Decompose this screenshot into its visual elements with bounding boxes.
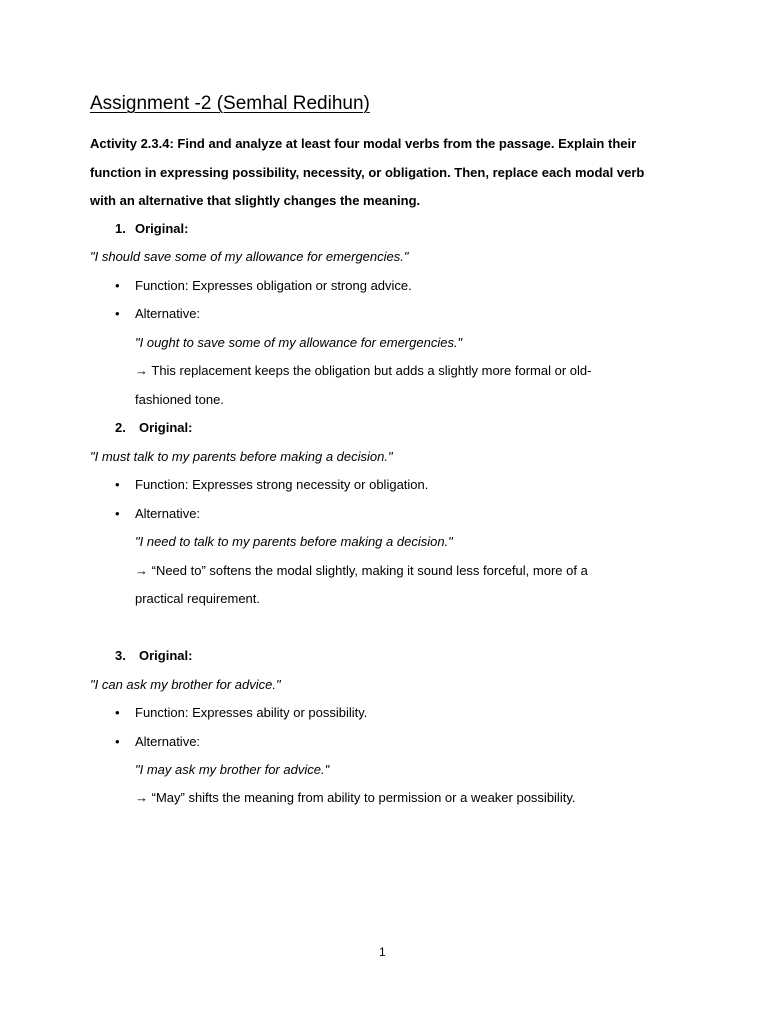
item-heading: Original: — [139, 648, 193, 663]
document-title: Assignment -2 (Semhal Redihun) — [90, 93, 370, 114]
bullet-icon: • — [115, 278, 120, 293]
original-sentence: "I should save some of my allowance for emergencies." — [90, 249, 409, 264]
explanation-line-1: → “May” shifts the meaning from ability to permission or a weaker possibility. — [135, 790, 576, 805]
item-heading: Original: — [139, 420, 193, 435]
alternative-sentence: "I may ask my brother for advice." — [135, 762, 330, 777]
alternative-label: Alternative: — [135, 506, 201, 521]
item-heading: Original: — [135, 221, 189, 236]
bullet-icon: • — [115, 705, 120, 720]
explanation-line-2: practical requirement. — [135, 591, 260, 606]
instruction-line-2: function in expressing possibility, necessity, or obligation. Then, replace each modal verb — [90, 165, 645, 180]
alternative-label: Alternative: — [135, 734, 201, 749]
bullet-icon: • — [115, 477, 120, 492]
page-number: 1 — [379, 945, 386, 959]
explanation-line-1: → This replacement keeps the obligation but adds a slightly more formal or old- — [135, 363, 592, 378]
instruction-line-1: Activity 2.3.4: Find and analyze at least four modal verbs from the passage. Explain their — [90, 136, 637, 151]
alternative-sentence: "I ought to save some of my allowance for emergencies." — [135, 335, 463, 350]
original-sentence: "I must talk to my parents before making a decision." — [90, 449, 393, 464]
alternative-sentence: "I need to talk to my parents before making a decision." — [135, 534, 453, 549]
explanation-line-1: → “Need to” softens the modal slightly, making it sound less forceful, more of a — [135, 563, 588, 578]
instruction-line-3: with an alternative that slightly changes the meaning. — [90, 193, 421, 208]
item-number: 3. — [115, 648, 126, 663]
item-number: 2. — [115, 420, 126, 435]
function-text: Function: Expresses strong necessity or obligation. — [135, 477, 429, 492]
bullet-icon: • — [115, 306, 120, 321]
explanation-line-2: fashioned tone. — [135, 392, 224, 407]
bullet-icon: • — [115, 734, 120, 749]
function-text: Function: Expresses ability or possibility. — [135, 705, 368, 720]
function-text: Function: Expresses obligation or strong advice. — [135, 278, 412, 293]
bullet-icon: • — [115, 506, 120, 521]
original-sentence: "I can ask my brother for advice." — [90, 677, 281, 692]
alternative-label: Alternative: — [135, 306, 201, 321]
item-number: 1. — [115, 221, 126, 236]
